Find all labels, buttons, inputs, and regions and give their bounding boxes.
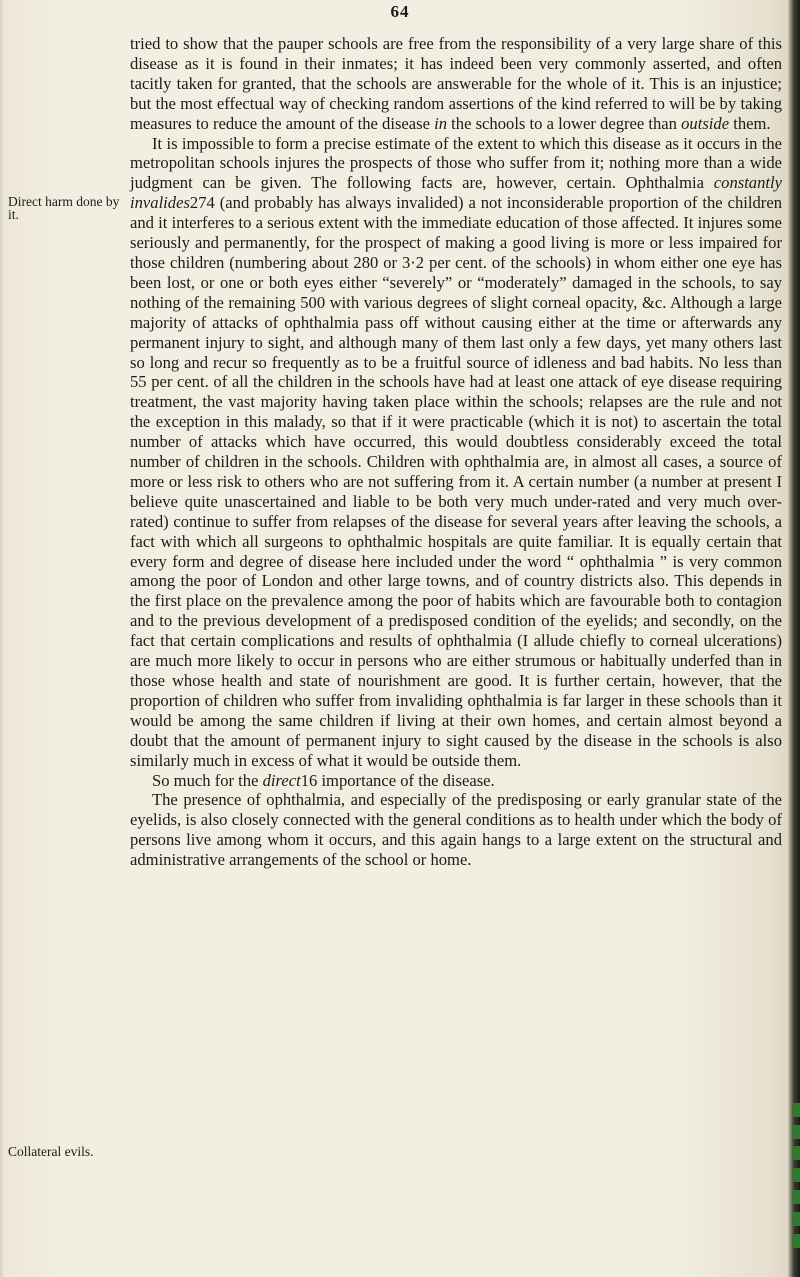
paragraph-summary: So much for the direct16 importance of the disease.: [152, 770, 495, 790]
page-edge-mark: [793, 1146, 800, 1160]
body-text: [130, 34, 782, 870]
paragraph-continued: tried to show that the pauper schools are free from the responsibility of a very large share of this disease as it is found in their inmates; it has indeed been very commonly asserted, and often tacitly taken for granted, that the schools are answerable for the whole of it. This is an injustice; but the most effectual way of checking random assertions of the kind referred to will be by taking measures to reduce the amount of the disease in the schools to a lower degree than outside them.: [130, 34, 782, 133]
margin-note-direct-harm: Direct harm done by it.: [8, 194, 120, 222]
paragraph-collateral-evils: The presence of ophthalmia, and especially of the predisposing or early granular state of the eyelids, is also closely connected with the general conditions as to health under which the body of persons live among whom it occurs, and this again hangs to a large extent on the structural and administrative arrangements of the school or home.: [130, 790, 782, 870]
page-gutter-shadow: [0, 0, 4, 1277]
page-edge-mark: [793, 1212, 800, 1226]
page-edge-mark: [793, 1125, 800, 1139]
paragraph-direct-harm: It is impossible to form a precise estimate of the extent to which this disease as it occurs in the metropolitan schools injures the prospects of those who suffer from it; nothing more than a wide judgment can be given. The following facts are, however, certain. Ophthalmia constantly invalides274 (and probably has always invalided) a not inconsiderable proportion of the children and it interferes to a serious extent with the immediate education of those affected. It injures some seriously and permanently, for the prospect of making a good living is more or less impaired for those children (numbering about 280 or 3·2 per cent. of the schools) in whom either one eye has been lost, or one or both eyes either “severely” or “moderately” damaged in the schools, to say nothing of the remaining 500 with various degrees of slight corneal opacity, &c. Although a large majority of attacks of ophthalmia pass off without causing either at the time or afterwards any permanent injury to sight, and although many of them last only a few days, yet many others last so long and recur so frequently as to be a fruitful source of idleness and bad habits. No less than 55 per cent. of all the children in the schools have had at least one attack of eye disease requiring treatment, the vast majority having taken place within the schools; relapses are the rule and not the exception in this malady, so that if it were practicable (which it is not) to ascertain the total number of attacks which have occurred, this would doubtless considerably exceed the total number of children in the schools. Children with ophthalmia are, in almost all cases, a source of more or less risk to others who are not suffering from it. A certain number (a number at present I believe quite unascertained and liable to be both very much under-rated and very much over-rated) continue to suffer from relapses of the disease for several years after leaving the schools, a fact with which all surgeons to ophthalmic hospitals are quite familiar. It is equally certain that every form and degree of disease here included under the word “ ophthalmia ” is very common among the poor of London and other large towns, and of country districts also. This depends in the first place on the prevalence among the poor of habits which are favourable both to contagion and to the previous development of a predisposed condition of the eyelids; and secondly, on the fact that certain complications and results of ophthalmia (I allude chiefly to corneal ulcerations) are much more likely to occur in persons who are either strumous or habitually underfed than in those whose health and state of nourishment are good. It is further certain, however, that the proportion of children who suffer from invaliding ophthalmia is far larger in these schools than it would be among the same children if living at their own homes, and certain almost beyond a doubt that the amount of permanent injury to sight caused by the disease in the schools is also similarly much in excess of what it would be outside them.: [130, 133, 782, 770]
page-edge-mark: [793, 1190, 800, 1204]
margin-note-collateral-evils: Collateral evils.: [8, 1144, 94, 1159]
page-edge-binding: [788, 0, 800, 1277]
page-edge-mark: [793, 1234, 800, 1248]
page-edge-mark: [793, 1168, 800, 1182]
page-number: 64: [390, 2, 410, 21]
page-edge-mark: [793, 1103, 800, 1117]
